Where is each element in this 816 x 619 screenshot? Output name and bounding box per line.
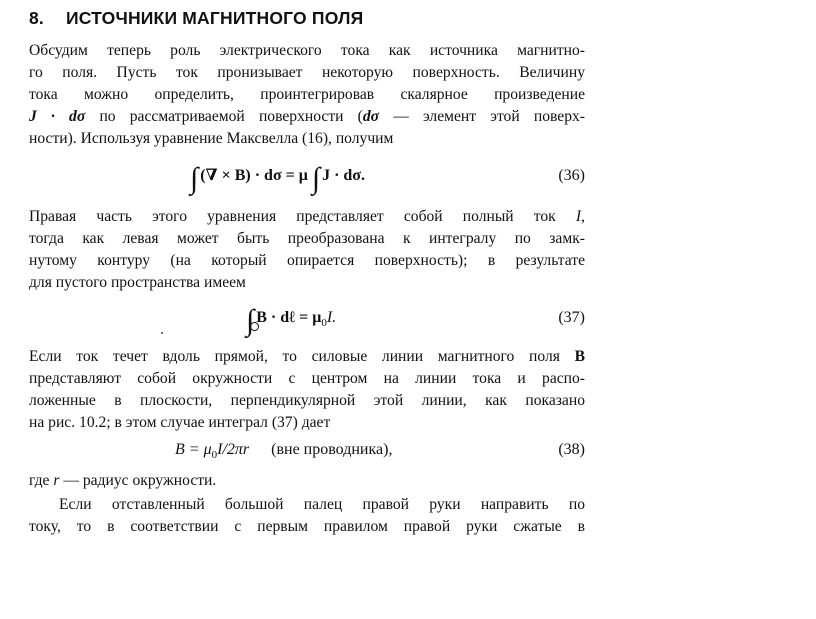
paragraph3-line3: ложенные в плоскости, перпендикулярной этой линии, как показано (29, 392, 585, 409)
equation-36-number: (36) (558, 167, 585, 184)
paragraph1-line2: го поля. Пусть ток пронизывает некоторую поверхность. Величину (29, 64, 585, 81)
equation-37: ∫ B · dℓ = $\mu_0I$. (246, 304, 337, 337)
paragraph3-line2: представляют собой окружности с центром на линии тока и распо- (29, 370, 585, 387)
paragraph2-line2: тогда как левая может быть преобразована к интегралу по замк- (29, 230, 585, 247)
paragraph5-line2: току, то в соответствии с первым правилом правой руки сжатые в (29, 518, 585, 535)
paragraph4-line1: где r — радиус окружности. (29, 472, 217, 489)
j-dsigma: J · dσ (29, 108, 86, 125)
dsigma: dσ (362, 108, 380, 125)
equation-36-rhs: J · dσ. (322, 167, 365, 184)
section-number: 8. (29, 8, 44, 28)
equation-38: $B = \mu_0I/2\pi r$ (вне проводника), (175, 441, 393, 462)
paragraph2-line1: Правая часть этого уравнения представляет собой полный ток I, (29, 208, 585, 225)
equation-37-lhs: B · dℓ = μ (256, 309, 322, 326)
paragraph1-line4: J · dσ по рассматриваемой поверхности (dσ — элемент этой поверх- (29, 108, 585, 125)
equation-38-lhs: B = μ (175, 441, 212, 458)
paragraph1-line3: тока можно определить, проинтегрировав скалярное произведение (29, 86, 585, 103)
integral-sign: ∫ (190, 162, 199, 195)
paragraph2-line3: нутому контуру (на который опирается поверхность); в результате (29, 252, 585, 269)
equation-37-number: (37) (558, 309, 585, 326)
paragraph1-line5: ности). Используя уравнение Максвелла (16), получим (29, 130, 394, 147)
section-title: ИСТОЧНИКИ МАГНИТНОГО ПОЛЯ (66, 8, 364, 28)
equation-36-lhs: (∇ × B) · dσ = μ (200, 167, 308, 184)
paragraph1-line1: Обсудим теперь роль электрического тока как источника магнитно- (29, 42, 585, 59)
paragraph2-line4: для пустого пространства имеем (29, 274, 246, 291)
section-heading (29, 8, 363, 29)
paragraph3-line1: Если ток течет вдоль прямой, то силовые линии магнитного поля B (29, 348, 585, 365)
equation-38-note: (вне проводника), (271, 441, 393, 458)
scan-speck (161, 332, 163, 334)
integral-sign: ∫ (311, 162, 321, 195)
paragraph3-line4: на рис. 10.2; в этом случае интеграл (37) дает (29, 414, 331, 431)
equation-36 (190, 162, 365, 195)
equation-38-number: (38) (558, 441, 585, 458)
paragraph5-line1: Если отставленный большой палец правой руки направить по (59, 496, 585, 513)
contour-integral-sign: ∫ (246, 304, 255, 337)
